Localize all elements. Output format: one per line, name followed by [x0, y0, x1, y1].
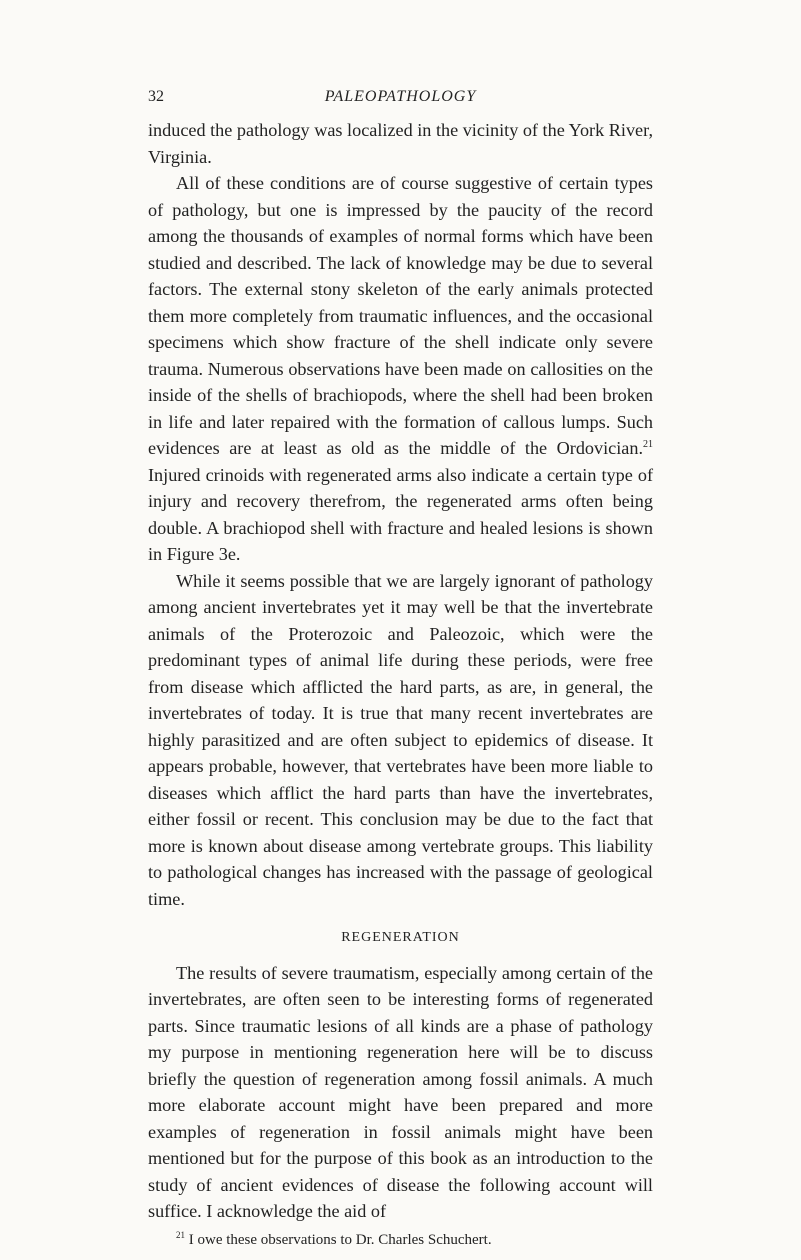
footnote-marker: 21 — [176, 1229, 185, 1240]
paragraph-continued: induced the pathology was localized in the vicinity of the York River, Virginia. — [148, 120, 653, 167]
book-page — [148, 88, 653, 1250]
footnote-text: I owe these observations to Dr. Charles Schuchert. — [185, 1231, 492, 1248]
paragraph-conditions — [148, 170, 653, 568]
paragraph-conditions-part-2: Injured crinoids with regenerated arms also indicate a certain type of injury and recovery therefrom, the regenerated arms often being double. A brachiopod shell with fracture and healed lesions is shown in Figure 3e. — [148, 464, 653, 564]
running-title: PALEOPATHOLOGY — [324, 88, 477, 105]
footnote — [148, 1230, 653, 1250]
page-number: 32 — [148, 88, 164, 105]
running-head — [148, 88, 653, 114]
paragraph-invertebrates: While it seems possible that we are largely ignorant of pathology among ancient invertebrates yet it may well be that the invertebrate animals of the Proterozoic and Paleozoic, which were the predominant types of animal life during these periods, were free from disease which afflicted the hard parts, as are, in general, the invertebrates of today. It is true that many recent invertebrates are highly parasitized and are often subject to epidemics of disease. It appears probable, however, that vertebrates have been more liable to diseases which afflict the hard parts than have the invertebrates, either fossil or recent. This conclusion may be due to the fact that more is known about disease among vertebrate groups. This liability to pathological changes has increased with the passage of geological time. — [148, 570, 653, 909]
section-heading: REGENERATION — [341, 930, 460, 945]
footnote-reference: 21 — [643, 438, 653, 450]
body-text — [148, 117, 653, 1225]
paragraph-regeneration: The results of severe traumatism, especially among certain of the invertebrates, are often seen to be interesting forms of regenerated parts. Since traumatic lesions of all kinds are a phase of pathology my purpose in mentioning regeneration here will be to discuss briefly the question of regeneration among fossil animals. A much more elaborate account might have been prepared and more examples of regeneration in fossil animals might have been mentioned but for the purpose of this book as an introduction to the study of ancient evidences of disease the following account will suffice. I acknowledge the aid of — [148, 962, 653, 1221]
paragraph-conditions-part-1: All of these conditions are of course suggestive of certain types of pathology, but one is impressed by the paucity of the record among the thousands of examples of normal forms which have been studied and described. The lack of knowledge may be due to several factors. The external stony skeleton of the early animals protected them more completely from traumatic influences, and the occasional specimens which show fracture of the shell indicate only severe trauma. Numerous observations have been made on callosities on the inside of the shells of brachiopods, where the shell had been broken in life and later repaired with the formation of callous lumps. Such evidences are at least as old as the middle of the Ordovician. — [148, 173, 653, 458]
